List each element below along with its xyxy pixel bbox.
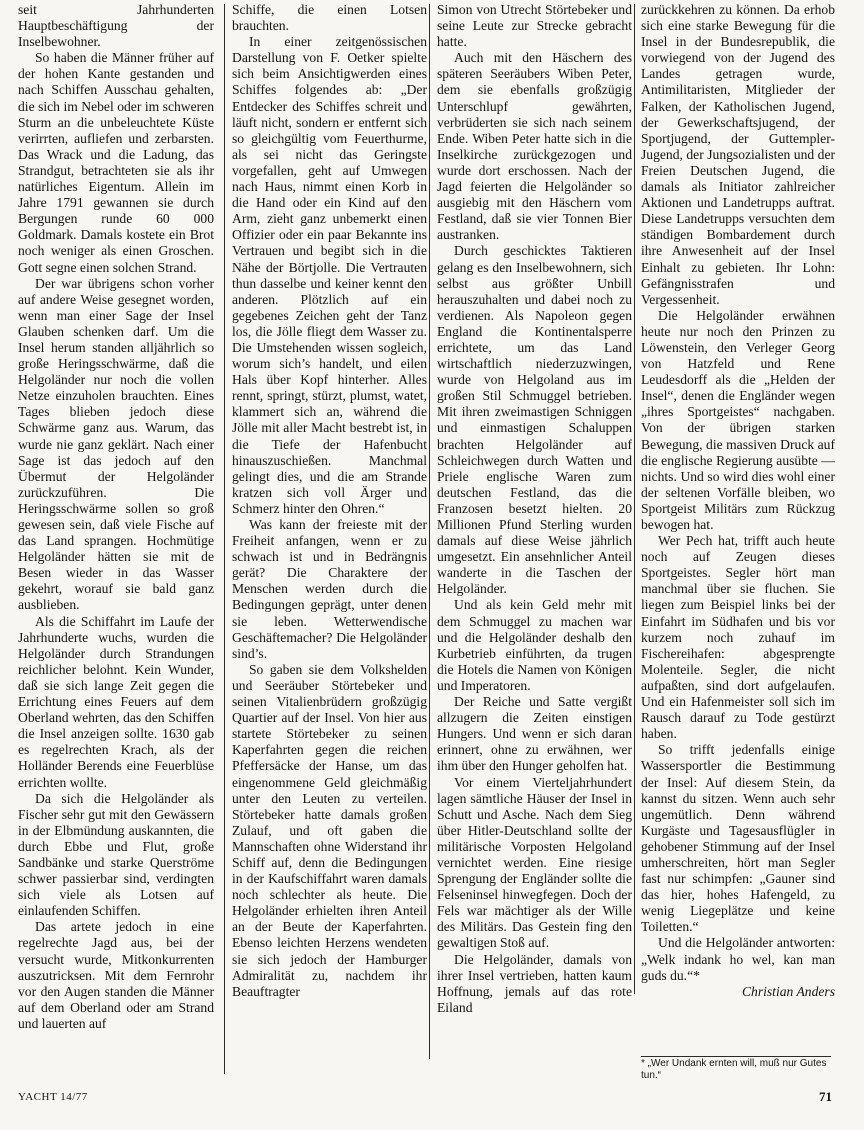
paragraph: Schiffe, die einen Lotsen brauchten. xyxy=(232,2,427,34)
footnote: * „Wer Undank ernten will, muß nur Gutes tun.“ xyxy=(641,1058,827,1081)
column-divider xyxy=(224,4,225,1074)
paragraph: zurückkehren zu können. Da erhob sich eine starke Bewegung für die Insel in der Bundesrepublik, die vorwiegend von der Jugend des Landes getragen wurde, Antimilitaristen, Mitglieder der Falken, der Katholischen Jugend, der Gewerkschaftsjugend, der Sportjugend, der Guttempler-Jugend, der Jungsozialisten und der Freien Deutschen Jugend, die damals als Initiator zahlreicher Aktionen und Landetrupps auftrat. Diese Landetrupps versuchten dem ständigen Bombardement durch ihre Anwesenheit auf der Insel Einhalt zu gebieten. Ihr Lohn: Gefängnisstrafen und Vergessenheit. xyxy=(641,2,835,307)
paragraph: Die Helgoländer erwähnen heute nur noch den Prinzen zu Löwenstein, den Verleger Georg von Hatzfeld und Rene Leudesdorff als die „Helden der Insel“, denen die Engländer wegen „ihres Sportgeistes“ nachgaben. Von der übrigen starken Bewegung, die massiven Druck auf die englische Regierung ausübte — nichts. Und so wird dies wohl einer der seltenen Vorfälle bleiben, wo Sportgeist Militärs zum Rückzug bewogen hat. xyxy=(641,307,835,532)
magazine-issue-label: YACHT 14/77 xyxy=(18,1091,88,1103)
paragraph: seit Jahrhunderten Hauptbeschäftigung der Inselbewohner. xyxy=(18,2,214,50)
paragraph: Und die Helgoländer antworten: „Welk indank ho wel, kan man guds du.“* xyxy=(641,935,835,983)
paragraph: In einer zeitgenössischen Darstellung von F. Oetker spielte sich beim Ansichtigwerden eines Schiffes folgendes ab: „Der Entdecker des Schiffes schreit und läuft nicht, sondern er entfernt sich so gleichgültig vom Feuerthurme, als sei nicht das Geringste vorgefallen, geht auf Umwegen nach Haus, nimmt einen Korb in die Hand oder ein Kind auf den Arm, zieht ganz unbemerkt einen Offizier oder ein paar Bekannte ins Vertrauen und begibt sich in die Nähe der Börtjolle. Die Vertrauten thun dasselbe und keiner kennt den anderen. Plötzlich auf ein gegebenes Zeichen geht der Tanz los, die Jölle fliegt dem Wasser zu. Die Umstehenden wissen sogleich, worum sich’s handelt, und eilen Hals über Kopf hinterher. Alles rennt, springt, stürzt, plumst, watet, klammert sich an, während die Jölle mit aller Macht bestrebt ist, in die Tiefe der Hafenbucht hinauszuschießen. Manchmal gelingt dies, und die am Strande kratzen sich voll Ärger und Schmerz hinter den Ohren.“ xyxy=(232,34,427,516)
paragraph: Vor einem Vierteljahrhundert lagen sämtliche Häuser der Insel in Schutt und Asche. Nach dem Sieg über Hitler-Deutschland sollte der militärische Vorposten Helgoland vernichtet werden. Eine riesige Sprengung der Engländer sollte die Felseninsel hinwegfegen. Doch der Fels war mächtiger als der Wille des Militärs. Das Gestein fing den gewaltigen Stoß auf. xyxy=(437,774,632,951)
paragraph: Das artete jedoch in eine regelrechte Jagd aus, bei der versucht wurde, Mitkonkurrenten auszutricksen. Mit dem Fernrohr vor den Augen standen die Männer auf dem Oberland oder am Strand und lauerten auf xyxy=(18,919,214,1031)
text-column-3 xyxy=(437,2,632,1016)
paragraph: Auch mit den Häschern des späteren Seeräubers Wiben Peter, dem sie ebenfalls großzügig Unterschlupf gewährten, verbrüderten sie sich nach seinem Ende. Wiben Peter hatte sich in die Inselkirche zurückgezogen und wurde dort erschossen. Nach der Jagd feierten die Helgoländer so ausgiebig mit den Häschern vom Festland, daß sie vier Tonnen Bier austranken. xyxy=(437,50,632,243)
paragraph: Simon von Utrecht Störtebeker und seine Leute zur Strecke gebracht hatte. xyxy=(437,2,632,50)
page-number: 71 xyxy=(819,1089,832,1104)
paragraph: Durch geschicktes Taktieren gelang es den Inselbewohnern, sich selbst aus größter Unbill herauszuhalten und dabei noch zu verdienen. Als Napoleon gegen England die Kontinentalsperre errichtete, um das Land wirtschaftlich niederzuzwingen, wurde von Helgoland aus im großen Stil Schmuggel betrieben. Mit ihren zweimastigen Schniggen und einmastigen Schaluppen brachten Helgoländer auf Schleichwegen durch Watten und Priele englische Waren zum deutschen Festland, das die Franzosen besetzt hielten. 20 Millionen Pfund Sterling wurden damals auf diese Weise jährlich umgesetzt. Ein ansehnlicher Anteil wanderte in die Taschen der Helgoländer. xyxy=(437,243,632,597)
paragraph: So trifft jedenfalls einige Wassersportler die Bestimmung der Insel: Auf diesem Stein, da kannst du sitzen. Wenn auch sehr ungemütlich. Denn während Kurgäste und Tagesausflügler in gehobener Stimmung auf der Insel umherschreiten, hört man Segler fast nur schimpfen: „Gauner sind das hier, hohes Hafengeld, zu wenig Liegeplätze und keine Toiletten.“ xyxy=(641,742,835,935)
paragraph: Und als kein Geld mehr mit dem Schmuggel zu machen war und die Helgoländer deshalb den Kurbetrieb einführten, da trugen die Hotels die Namen von Königen und Imperatoren. xyxy=(437,597,632,693)
paragraph: Als die Schiffahrt im Laufe der Jahrhunderte wuchs, wurden die Helgoländer durch Strandungen reichlicher belohnt. Kein Wunder, daß sie sich lange Zeit gegen die Errichtung eines Feuers auf dem Oberland wehrten, das den Schiffen die Insel anzeigen sollte. 1630 gab es regelrechten Krach, als der Holländer Berends eine Feuerblüse errichten wollte. xyxy=(18,613,214,790)
paragraph: Die Helgoländer, damals von ihrer Insel vertrieben, hatten kaum Hoffnung, jemals auf das rote Eiland xyxy=(437,951,632,1015)
paragraph: So gaben sie dem Volkshelden und Seeräuber Störtebeker und seinen Vitalienbrüdern großzügig Quartier auf der Insel. Von hier aus startete Störtebeker zu seinen Kaperfahrten gegen die reichen Pfeffersäcke der Hanse, um das eingenommene Geld gleichmäßig unter den Leuten zu verteilen. Störtebeker hatte damals großen Zulauf, und oft gaben die Mannschaften ohne Widerstand ihr Schiff auf, denn die Bedingungen in der Kaufschiffahrt waren damals noch schlechter als heute. Die Helgoländer erhielten ihren Anteil an der Beute der Kaperfahrten. Ebenso leichten Herzens wendeten sie sich jedoch der Hamburger Admiralität zu, nachdem ihr Beauftragter xyxy=(232,661,427,999)
text-column-2 xyxy=(232,2,427,1000)
text-column-1 xyxy=(18,2,214,1032)
paragraph: So haben die Männer früher auf der hohen Kante gestanden und nach Schiffen Ausschau gehalten, die sich im Nebel oder im schweren Sturm an die unbeleuchtete Küste verirrten, aufliefen und zerbarsten. Das Wrack und die Ladung, das Strandgut, betrachteten sie als ihr natürliches Eigentum. Allein im Jahre 1791 gewannen sie durch Bergungen runde 60 000 Goldmark. Damals kostete ein Brot noch weniger als einen Groschen. Gott segne einen solchen Strand. xyxy=(18,50,214,275)
column-divider xyxy=(634,4,635,994)
column-divider xyxy=(429,4,430,1059)
author-signature: Christian Anders xyxy=(741,983,835,999)
paragraph: Was kann der freieste mit der Freiheit anfangen, wenn er zu schwach ist und in Bedrängnis gerät? Die Charaktere der Menschen werden durch die Bedingungen geprägt, unter denen sie leben. Wetterwendische Geschäftemacher? Die Helgoländer sind’s. xyxy=(232,517,427,661)
paragraph: Der war übrigens schon vorher auf andere Weise gesegnet worden, wenn man einer Sage der Insel Glauben schenken darf. Um die Insel herum standen alljährlich so große Heringsschwärme, daß die Helgoländer nur noch die vollen Netze einzuholen brauchten. Eines Tages blieben jedoch diese Schwärme ganz aus. Warum, das wurde nie ganz geklärt. Nach einer Sage ist das jedoch auf den Übermut der Helgoländer zurückzuführen. Die Heringsschwärme sollen so groß gewesen sein, daß viele Fische auf das Land sprangen. Hochmütige Helgoländer hätten sie mit de Besen wieder in das Wasser gekehrt, worauf sie bald ganz ausblieben. xyxy=(18,275,214,613)
paragraph: Wer Pech hat, trifft auch heute noch auf Zeugen dieses Sportgeistes. Segler hört man manchmal über sie fluchen. Sie liegen zum Beispiel links bei der Einfahrt im Südhafen und bis vor kurzem noch zuhauf im Fischereihafen: abgesprengte Molenteile. Segler, die nicht aufpaßten, sind dort aufgelaufen. Und ein Hafenmeister soll sich im Rausch darauf zu Tode gestürzt haben. xyxy=(641,533,835,742)
paragraph: Der Reiche und Satte vergißt allzugern die Zeiten einstigen Hungers. Und wenn er sich daran erinnert, ohne zu erwähnen, wer ihm über den Hunger geholfen hat. xyxy=(437,694,632,774)
text-column-4 xyxy=(641,2,835,1000)
paragraph: Da sich die Helgoländer als Fischer sehr gut mit den Gewässern in der Elbmündung auskannten, die durch Ebbe und Flut, große Sandbänke und starke Querströme schwer passierbar sind, verdingten sich viele als Lotsen auf einlaufenden Schiffen. xyxy=(18,790,214,919)
footnote-rule xyxy=(641,1056,831,1057)
